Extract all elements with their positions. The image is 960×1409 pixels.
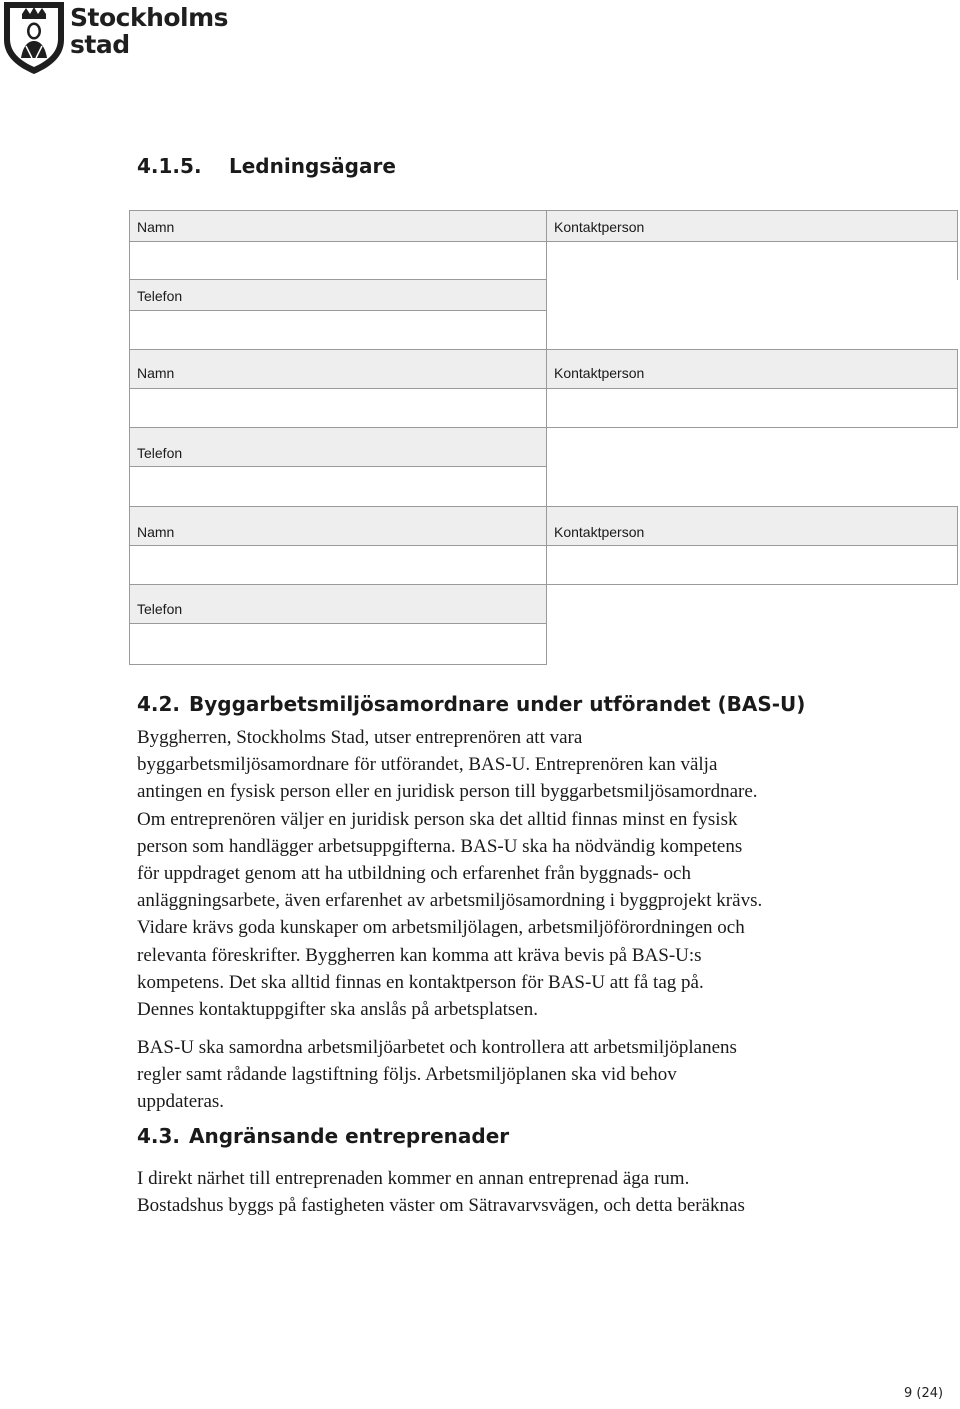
stockholms-stad-logo	[2, 0, 229, 78]
name-label: Namn	[129, 506, 547, 546]
bas-u-paragraph-2	[137, 1034, 857, 1116]
text-line: kompetens. Det ska alltid finnas en kontaktperson för BAS-U att få tag på.	[137, 971, 704, 993]
text-line: Dennes kontaktuppgifter ska anslås på arbetsplatsen.	[137, 999, 538, 1021]
table-row	[129, 388, 958, 428]
text-line: relevanta föreskrifter. Byggherren kan komma att kräva bevis på BAS-U:s	[137, 944, 702, 966]
contact-field[interactable]	[546, 388, 958, 428]
text-line: Om entreprenören väljer en juridisk person ska det alltid finnas minst en fysisk	[137, 808, 738, 830]
phone-field[interactable]	[129, 623, 547, 665]
contact-field[interactable]	[546, 241, 958, 280]
table-row	[129, 310, 547, 350]
phone-label: Telefon	[129, 427, 547, 467]
name-label: Namn	[129, 349, 547, 389]
table-row	[129, 210, 958, 242]
phone-label: Telefon	[129, 584, 547, 624]
table-row	[129, 279, 547, 311]
section-title: Angränsande entreprenader	[189, 1124, 510, 1148]
phone-field[interactable]	[129, 310, 547, 350]
section-number: 4.3.	[137, 1124, 181, 1148]
text-line: Byggherren, Stockholms Stad, utser entreprenören att vara	[137, 727, 583, 748]
table-row	[129, 545, 958, 585]
table-row	[129, 427, 547, 467]
logo-wordmark	[70, 4, 228, 58]
section-heading-43	[137, 1124, 509, 1148]
bas-u-paragraph-1	[137, 724, 857, 1023]
contact-label: Kontaktperson	[546, 506, 958, 546]
text-line: Vidare krävs goda kunskaper om arbetsmiljölagen, arbetsmiljöförordningen och	[137, 917, 745, 939]
table-row	[129, 349, 958, 389]
text-line: för uppdraget genom att ha utbildning och erfarenhet från byggnads- och	[137, 863, 691, 885]
logo-line1: Stockholms	[70, 3, 229, 32]
text-line: person som handlägger arbetsuppgifterna. BAS-U ska ha nödvändig kompetens	[137, 835, 743, 857]
text-line: uppdateras.	[137, 1091, 225, 1113]
section-title: Ledningsägare	[229, 154, 396, 178]
name-field[interactable]	[129, 388, 547, 428]
section-number: 4.1.5.	[137, 154, 202, 178]
text-line: byggarbetsmiljösamordnare för utförandet, BAS-U. Entreprenören kan välja	[137, 754, 718, 776]
section-heading-42	[137, 692, 805, 716]
text-line: anläggningsarbete, även erfarenhet av arbetsmiljösamordning i byggprojekt krävs.	[137, 890, 763, 912]
adjacent-contracts-paragraph	[137, 1165, 857, 1219]
table-row	[129, 584, 547, 624]
text-line: antingen en fysisk person eller en juridisk person till byggarbetsmiljösamordnare.	[137, 781, 758, 803]
phone-field[interactable]	[129, 466, 547, 507]
table-row	[129, 623, 547, 665]
contact-field[interactable]	[546, 545, 958, 585]
contact-label: Kontaktperson	[546, 210, 958, 242]
table-row	[129, 466, 547, 507]
name-field[interactable]	[129, 241, 547, 280]
section-number: 4.2.	[137, 692, 181, 716]
name-label: Namn	[129, 210, 547, 242]
page-number: 9 (24)	[904, 1386, 944, 1401]
section-heading-415	[137, 154, 396, 178]
phone-label: Telefon	[129, 279, 547, 311]
city-crest-icon	[2, 0, 66, 76]
text-line: I direkt närhet till entreprenaden kommer en annan entreprenad äga rum.	[137, 1168, 690, 1189]
text-line: BAS-U ska samordna arbetsmiljöarbetet och kontrollera att arbetsmiljöplanens	[137, 1037, 737, 1058]
section-title: Byggarbetsmiljösamordnare under utförandet (BAS-U)	[189, 692, 806, 716]
table-row	[129, 506, 958, 546]
table-row	[129, 241, 958, 280]
text-line: Bostadshus byggs på fastigheten väster om Sätravarvsvägen, och detta beräknas	[137, 1195, 745, 1217]
name-field[interactable]	[129, 545, 547, 585]
text-line: regler samt rådande lagstiftning följs. Arbetsmiljöplanen ska vid behov	[137, 1064, 677, 1086]
logo-line2: stad	[70, 30, 130, 59]
contact-label: Kontaktperson	[546, 349, 958, 389]
